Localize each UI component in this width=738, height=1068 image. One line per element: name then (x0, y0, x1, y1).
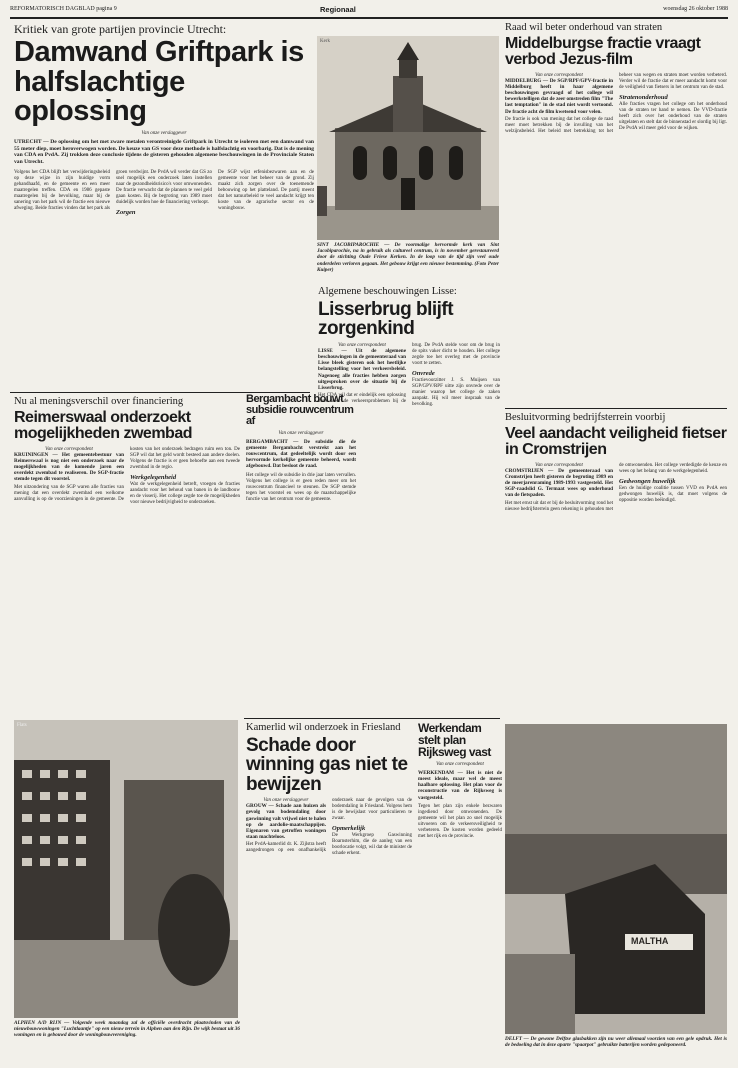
lisserbrug-body (318, 343, 500, 683)
alphen-photo-label: Flats (17, 723, 27, 728)
cromstrijen-lede: CROMSTRIJEN — De gemeenteraad van Cromstrijen heeft gisteren de begroting 1989 en de meerjarenraming 1989-1993 vastgesteld. Het SGP-raadslid G. Termaat wees op onderhoud van de fietspaden. (505, 467, 613, 499)
alphen-caption: ALPHEN A/D RIJN — Volgende week maandag zal de officiële overdracht plaatsvinden van de nieuwbouwwoningen "Luchtlaantje" op een nieuw terrein in Alphen aan den Rijn. De wijk bestaat uit 36 woningen en is gebouwd door de woningbouwvereniging. (14, 1020, 240, 1039)
delft-photo (505, 724, 727, 1034)
middelburg-byline: Van onze correspondent (535, 72, 583, 78)
bergambacht-lede: BERGAMBACHT — De subsidie die de gemeente Bergambacht verstrekt aan het rouwcentrum, dat gedeeltelijk wordt door een hervormde kerkelijke gemeente beheerd, wordt afgebouwd. Dat besloot de raad. (246, 438, 356, 470)
schade-byline: Van onze verslaggever (263, 798, 309, 804)
article-middelburg (505, 22, 727, 352)
reimerswaal-body-text: Met uitzondering van de SGP waren alle fracties van mening dat een overdekt zwembad een welkome aanvulling is op de voorzieningen in de gemeente. De kosten van het onderzoek bedragen ruim een ton. De SGP wil dat het geld wordt besteed aan andere doelen. Volgens de fractie is er geen behoefte aan een tweede zwembad in de regio. (14, 446, 240, 502)
reimerswaal-body (14, 447, 240, 702)
church-photo-label: Kerk (320, 39, 330, 44)
middelburg-kicker: Raad wil beter onderhoud van straten (505, 22, 663, 33)
schade-subhead: Opmerkelijk (332, 825, 366, 833)
masthead (10, 5, 728, 17)
middelburg-lede: MIDDELBURG — De SGP/RPF/GPV-fractie in Middelburg heeft in haar algemene beschouwingen gevraagd of het college wil bewerkstelligen dat de zeer omstreden film "The last temptation" in de stad niet wordt vertoond. De fractie acht de film kwetsend voor velen. (505, 77, 613, 115)
griftpark-subhead-text: De SGP wijst erfenisbezwaren aan en de gemeente voor het beheer van de grond. Zij maakt zich zorgen over de toenemende bebouwing op het platteland. De partij meent dat het natuurbeleid te veel aandacht krijgt ten koste van de agrarische sector en de woningbouw. (218, 169, 314, 211)
griftpark-lede: UTRECHT — De oplossing om het met zware metalen verontreinigde Griftpark in Utrecht te isoleren met een damwand van 55 meter diep, moet heroverwogen worden. De keuze van GS voor deze methode is halfslachtig en voorbarig. Dat is de mening van CDA en PvdA. Zij trokken deze conclusie tijdens de gisteren gehouden algemene beschouwingen in de Provinciale Staten van Utrecht. (14, 138, 315, 166)
alphen-photo (14, 720, 238, 1018)
griftpark-headline: Damwand Griftpark is halfslachtige oplossing (14, 36, 304, 128)
werkendam-visible (418, 722, 502, 1056)
schade-body-text: Het PvdA-kamerlid dr. K. Zijlstra heeft aangedrongen op een onafhankelijk onderzoek naar de gevolgen van de bodemdaling in Friesland. Volgens hem is de bewijslast voor particulieren te zwaar. (246, 798, 412, 854)
delft-photo-label: MALTHA (631, 936, 669, 946)
church-illustration (317, 36, 499, 240)
reimerswaal-subhead: Werkgelegenheid (130, 473, 177, 481)
schade-headline: Schade door winning gas niet te bewijzen (246, 735, 408, 795)
cromstrijen-headline: Veel aandacht veiligheid fietser in Cromstrijen (505, 425, 727, 459)
lisserbrug-subhead-text: Fractievoorzitter J. S. Muijsen van SGP/GPV/RPF uitte zijn onvrede over de manier waarop het college de zaken aanpakt. Hij wil meer inspraak van de bevolking. (412, 377, 500, 407)
delft-illustration (505, 724, 727, 1034)
reimerswaal-subhead-text: Wat de werkgelegenheid betreft, vroegen de fracties aandacht voor het behoud van banen in de landbouw en de visserij. Het college zegde toe de mogelijkheden voor nieuwe bedrijvigheid te onderzoeken. (130, 481, 240, 505)
lisserbrug-body-text: Het CDA wil dat er eindelijk een oplossing komt voor de verkeersproblemen bij de brug. De PvdA stelde voor om de brug in de spits vaker dicht te houden. Het college zegde toe het overleg met de provincie voort te zetten. (318, 342, 500, 405)
lisserbrug-byline: Van onze correspondent (338, 342, 386, 348)
lisserbrug-subhead: Onvrede (412, 369, 435, 377)
article-reimerswaal (14, 396, 240, 716)
middelburg-body-text: De fractie is ook van mening dat het college de raad meer moet betrekken bij de invulling van het welzijnsbeleid. Het beleid met betrekking tot het beheer van wegen en straten moet worden verbeterd. Verder wil de fractie dat er meer aandacht komt voor de veiligheid van fietsers in het centrum van de stad. (505, 72, 727, 134)
griftpark-byline: Van onze verslaggever (141, 130, 187, 136)
griftpark-body (14, 170, 314, 370)
reimerswaal-lede: KRUININGEN — Het gemeentebestuur van Reimerswaal is nog niet een onderzoek naar de mogelijkheden van de komende jaren een overdekt zwembad te realiseren. De SGP-fractie stemde tegen dit voorstel. (14, 451, 124, 483)
werkendam-lede: WERKENDAM — Het is niet de meest ideale, maar wel de meest haalbare oplossing. Het plan voor de reconstructie van de Rijksweg is vastgesteld. (418, 769, 502, 801)
middelburg-body (505, 73, 727, 343)
section-rule-3 (244, 718, 500, 719)
griftpark-subhead: Zorgen (116, 208, 136, 216)
reimerswaal-kicker: Nu al meningsverschil over financiering (14, 396, 184, 407)
werkendam-body: Tegen het plan zijn enkele bezwaren ingediend door omwonenden. De gemeente wil het plan zo snel mogelijk uitvoeren om de verkeersveiligheid te verbeteren. De kosten worden gedeeld met het rijk en de provincie. (418, 803, 502, 839)
schade-lede: GROUW — Schade aan huizen als gevolg van bodemdaling door gaswinning valt vrijwel niet te halen op de aardolie-maatschappijen. Eigenaren van getroffen woningen staan machteloos. (246, 803, 326, 841)
schade-subhead-text: De Werkgroep Gaswinning Boarnsterhim, die de aanleg van een boorlocatie volgt, wil dat de minister de schade erkent. (332, 833, 412, 857)
lisserbrug-headline: Lisserbrug blijft zorgenkind (318, 299, 454, 340)
middelburg-headline: Middelburgse fractie vraagt verbod Jezus-film (505, 35, 701, 69)
werkendam-byline: Van onze correspondent (436, 761, 484, 767)
reimerswaal-headline: Reimerswaal onderzoekt mogelijkheden zwembad (14, 409, 192, 443)
article-griftpark (14, 22, 314, 392)
cromstrijen-body-text: Het met ernst uit dat er bij de besluitvorming rond het nieuwe bedrijfsterrein geen rekening is gehouden met de omwonenden. Het college verdedigde de keuze en wees op het belang van de werkgelegenheid. (505, 462, 727, 512)
schade-body (246, 798, 412, 1066)
article-cromstrijen (505, 412, 727, 722)
issue-date: woensdag 26 oktober 1988 (663, 6, 728, 12)
alphen-illustration (14, 720, 238, 1018)
article-schade (246, 722, 412, 1058)
delft-caption: DELFT — De gewone Delftse glasbakken zijn nu weer allemaal voorzien van een gele opdruk. Het is de bedoeling dat in deze aparte "spaarpot" gebruikte batterijen worden gedeponeerd. (505, 1036, 727, 1049)
cromstrijen-subhead: Gedwongen huwelijk (619, 477, 676, 485)
reimerswaal-byline: Van onze correspondent (45, 446, 93, 452)
lisserbrug-lede: LISSE — Uit de algemene beschouwingen in de gemeenteraad van Lisse bleek gisteren ook het heetlijke belangstelling voor het verkeersbeleid. Nagenoeg alle fracties hebben zorgen uitgesproken over de situatie bij de Lisserbrug. (318, 347, 406, 391)
masthead-rule (10, 17, 728, 19)
section-rule-2 (505, 408, 727, 409)
cromstrijen-subhead-text: Een de huidige coalitie tussen VVD en PvdA een gedwongen huwelijk is, dat moet volgens de oppositie worden beëindigd. (619, 485, 727, 503)
cromstrijen-byline: Van onze correspondent (535, 462, 583, 468)
griftpark-body-text: Volgens het CDA blijft het verwijderingsbeleid op deze wijze in zijn huidige vorm gehandhaafd, en de gemeente en een meer maatregelen treffen. CDA en 1986 gepaste maatregelen bij de bevolking, maar bij de sanering van het park wil de fractie een nieuwe afweging. Beide fracties vinden dat het park als groen verdwijnt. De PvdA wil verder dat GS zo snel mogelijk een onderzoek laten instellen naar de gezondheidsrisico's voor omwonenden. De fractie verwacht dat de plannen te veel geld gaan kosten. Bij de begroting van 1989 moet duidelijk worden hoe de financiering verloopt. (14, 169, 212, 211)
cromstrijen-kicker: Besluitvorming bedrijfsterrein voorbij (505, 412, 666, 423)
werkendam-headline: Werkendam stelt plan Rijksweg vast (418, 721, 491, 760)
middelburg-subhead-text: Alle fracties vragen het college om het onderhoud van de straten ter hand te nemen. De VVD-fractie heeft zich over het onderhoud van de straten uitgelaten en stelt dat de binnenstad er slordig bij ligt. De PvdA wil meer geld voor de wijken. (619, 101, 727, 131)
section-name: Regionaal (320, 5, 356, 14)
bergambacht-body: Het college wil de subsidie in drie jaar laten vervallen. Volgens het college is er geen reden meer om het rouwcentrum financieel te steunen. De SGP stemde tegen het voorstel en wees op de maatschappelijke functie van het centrum voor de gemeente. (246, 472, 356, 502)
schade-kicker: Kamerlid wil onderzoek in Friesland (246, 722, 401, 733)
bergambacht-byline: Van onze verslaggever (278, 430, 324, 436)
paper-name: REFORMATORISCH DAGBLAD pagina 9 (10, 6, 117, 12)
article-lisserbrug (318, 286, 500, 716)
lisserbrug-kicker: Algemene beschouwingen Lisse: (318, 286, 457, 297)
church-caption: SINT JACOBIPAROCHIE — De voormalige hervormde kerk van Sint Jacobiparochie, na in gebruik als cultureel centrum, is in november gerestaureerd door de stichting Oude Friese Kerken. In de loop van de tijd zijn veel oude onderdelen verloren gegaan. Het gebouw krijgt een nieuwe bestemming. (Foto Peter Kuiper) (317, 242, 499, 273)
bergambacht-headline: Bergambacht bouwt subsidie rouwcentrum af (246, 393, 354, 428)
griftpark-kicker: Kritiek van grote partijen provincie Utrecht: (14, 22, 227, 36)
church-photo (317, 36, 499, 240)
middelburg-subhead: Stratenonderhoud (619, 93, 668, 101)
cromstrijen-body (505, 463, 727, 713)
